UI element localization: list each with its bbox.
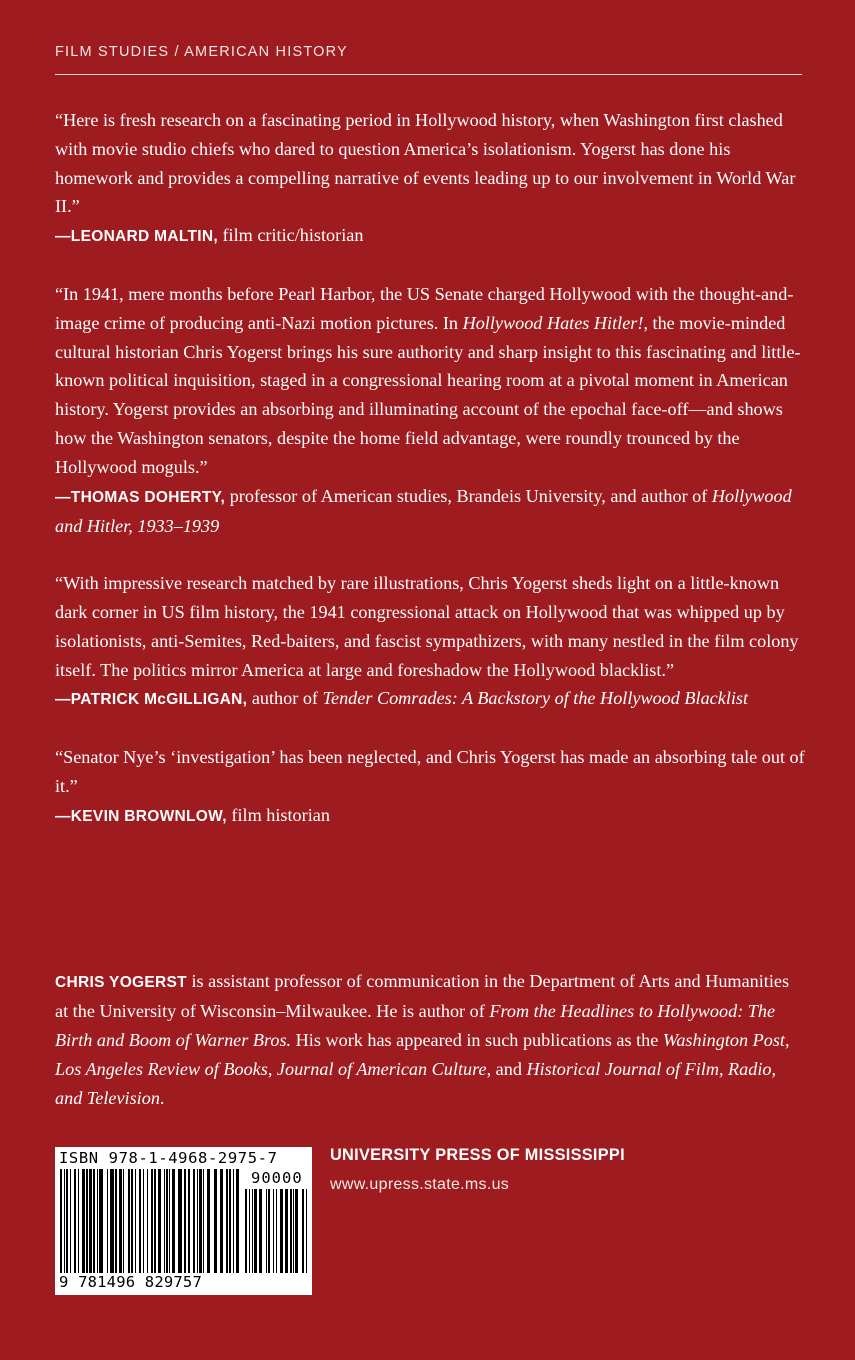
bio-publication: Washington Post [662, 1030, 785, 1050]
bio-separator: , [267, 1059, 277, 1079]
attribution-name: —KEVIN BROWNLOW, [55, 807, 227, 825]
attribution-name: —PATRICK McGILLIGAN, [55, 691, 248, 709]
bio-text: His work has appeared in such publications as the [291, 1030, 663, 1050]
bio-publication: Historical Journal of Film, Radio, and Television [55, 1059, 777, 1108]
bio-separator: , [784, 1030, 790, 1050]
attribution-title: author of [247, 688, 323, 709]
attribution-book: Tender Comrades: A Backstory of the Hollywood Blacklist [322, 688, 749, 709]
attribution-title: professor of American studies, Brandeis University, and author of [225, 485, 712, 506]
author-bio [55, 967, 805, 1113]
publisher-website[interactable]: www.upress.state.ms.us [330, 1176, 510, 1193]
barcode-addon-icon [245, 1189, 307, 1273]
blurb-quote: “With impressive research matched by rare illustrations, Chris Yogerst sheds light on a little-known dark corner in US film history, the 1941 congressional attack on Hollywood that was whipped up by isolationists, anti-Semites, Red-baiters, and fascist sympathizers, with many nestled in the film colony itself. The politics mirror America at large and foreshadow the Hollywood blacklist.” [55, 573, 799, 680]
attribution-title: film critic/historian [217, 225, 364, 246]
publisher-name: UNIVERSITY PRESS OF MISSISSIPPI [330, 1146, 625, 1164]
bio-book-title: From the Headlines to Hollywood: The Birth and Boom of Warner Bros. [55, 1001, 776, 1050]
author-name: CHRIS YOGERST [55, 974, 187, 991]
category-label: FILM STUDIES / AMERICAN HISTORY [55, 44, 348, 60]
isbn-label: ISBN 978-1-4968-2975-7 [59, 1149, 278, 1167]
blurb-brownlow [55, 743, 805, 831]
bio-end: . [159, 1088, 165, 1108]
quote-book-title: Hollywood Hates Hitler! [462, 312, 644, 333]
blurb-doherty [55, 280, 805, 541]
barcode-main-icon [60, 1169, 242, 1273]
blurbs-section [55, 106, 805, 860]
bio-text: is assistant professor of communication in the Department of Arts and Humanities at the University of Wisconsin–Milwaukee. He is author of [55, 971, 790, 1021]
barcode-box [55, 1147, 312, 1295]
attribution-title: film historian [226, 804, 330, 825]
bio-separator: , and [486, 1059, 527, 1079]
quote-part: “In 1941, mere months before Pearl Harbor, the US Senate charged Hollywood with the thought-and-image crime of producing anti-Nazi motion pictures. In [55, 283, 794, 333]
blurb-attribution [55, 801, 805, 832]
blurb-attribution [55, 482, 805, 542]
bio-publication: Journal of American Culture [276, 1059, 487, 1079]
quote-part: , the movie-minded cultural historian Chris Yogerst brings his sure authority and sharp insight to this fascinating and little-known political inquisition, staged in a congressional hearing room at a pivotal moment in American history. Yogerst provides an absorbing and illuminating account of the epochal face-off—and shows how the Washington senators, despite the home field advantage, were roundly trounced by the Hollywood moguls.” [55, 312, 801, 477]
blurb-quote: “Senator Nye’s ‘investigation’ has been neglected, and Chris Yogerst has made an absorbing tale out of it.” [55, 747, 805, 796]
blurb-maltin [55, 106, 805, 252]
header-rule [55, 74, 802, 75]
attribution-name: —THOMAS DOHERTY, [55, 488, 226, 506]
blurb-quote: “Here is fresh research on a fascinating period in Hollywood history, when Washington first clashed with movie studio chiefs who dared to question America’s isolationism. Yogerst has done his homework and provides a compelling narrative of events leading up to our involvement in World War II.” [55, 110, 796, 217]
attribution-book: Hollywood and Hitler, 1933–1939 [55, 485, 792, 537]
bio-publication: Los Angeles Review of Books [55, 1059, 268, 1079]
attribution-name: —LEONARD MALTIN, [55, 228, 218, 246]
blurb-quote [55, 280, 805, 482]
blurb-mcgilligan [55, 569, 805, 715]
blurb-attribution [55, 221, 805, 252]
price-code-label: 90000 [251, 1169, 303, 1187]
blurb-attribution [55, 684, 805, 715]
ean-number: 9 781496 829757 [59, 1273, 202, 1291]
